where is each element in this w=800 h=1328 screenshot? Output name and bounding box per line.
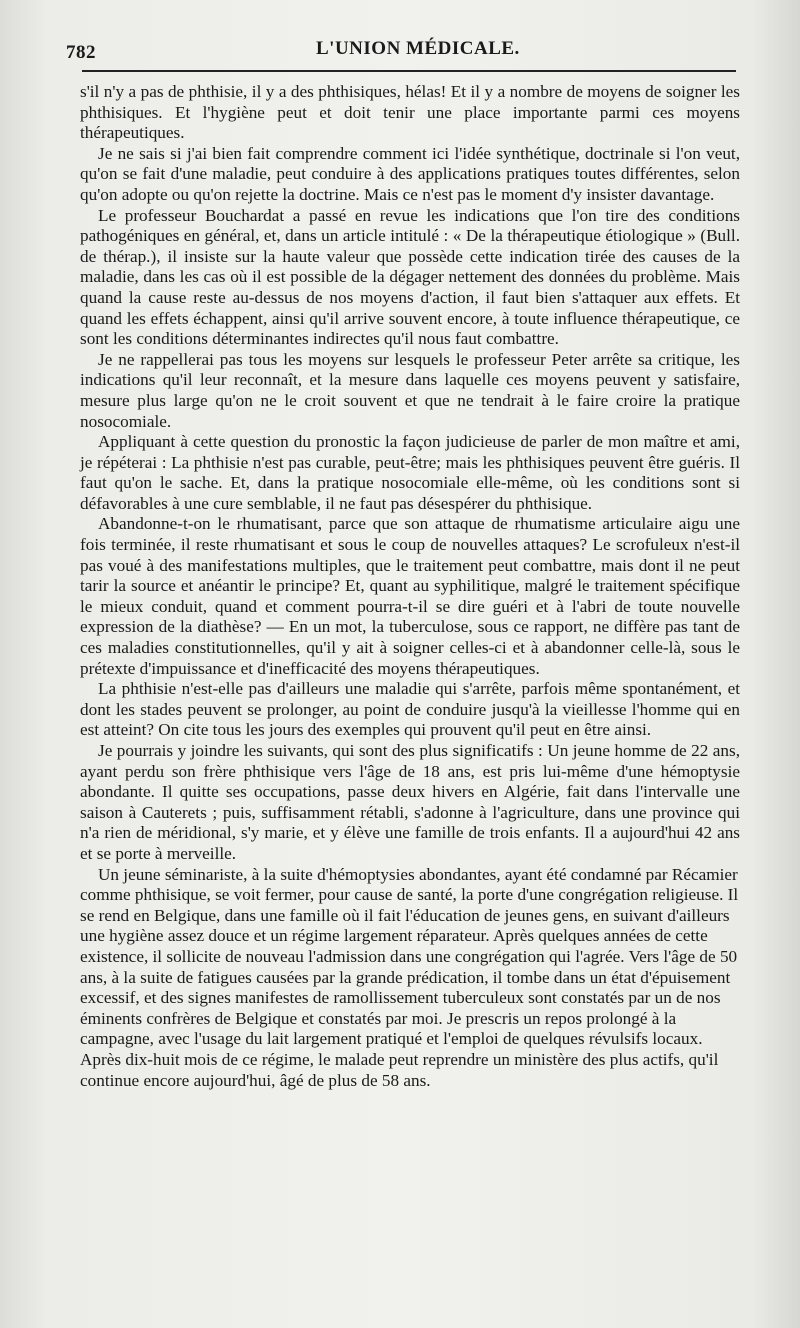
paragraph: s'il n'y a pas de phthisie, il y a des phthisiques, hélas! Et il y a nombre de moyens de soigner les phthisiques. Et l'hygiène peut et doit tenir une place importante parmi ces moyens thérapeutiques. <box>80 82 740 143</box>
paragraph: Abandonne-t-on le rhumatisant, parce que son attaque de rhumatisme articulaire aigu une fois terminée, il reste rhumatisant et sous le coup de nouvelles attaques? Le scrofuleux n'est-il pas voué à des manifestations multiples, que le traitement peut combattre, mais dont il ne peut tarir la source et anéantir le principe? Et, quant au syphilitique, malgré le traitement spécifique le mieux conduit, quand et comment pourra-t-il se dire guéri et à l'abri de toute nouvelle expression de la diathèse? — En un mot, la tuberculose, sous ce rapport, ne diffère pas tant de ces maladies constitutionnelles, qu'il y ait à soigner celles-ci et à abandonner celle-là, sous le prétexte d'impuissance et d'inefficacité des moyens thérapeutiques. <box>80 514 740 678</box>
paragraph: Un jeune séminariste, à la suite d'hémoptysies abondantes, ayant été condamné par Récamier comme phthisique, se voit fermer, pour cause de santé, la porte d'une congrégation religieuse. Il se rend en Belgique, dans une famille où il fait l'éducation de jeunes gens, en suivant d'ailleurs une hygiène assez douce et un régime largement réparateur. Après quelques années de cette existence, il sollicite de nouveau l'admission dans une congrégation qui l'agrée. Vers l'âge de 50 ans, à la suite de fatigues causées par la grande prédication, il tombe dans un état d'épuisement excessif, et des signes manifestes de ramollissement tuberculeux sont constatés par un de nos éminents confrères de Belgique et constatés par moi. Je prescris un repos prolongé à la campagne, avec l'usage du lait largement pratiqué et l'emploi de quelques révulsifs locaux. Après dix-huit mois de ce régime, le malade peut reprendre un ministère des plus actifs, qu'il continue encore aujourd'hui, âgé de plus de 58 ans. <box>80 864 739 1090</box>
paragraph: Je ne rappellerai pas tous les moyens sur lesquels le professeur Peter arrête sa critique, les indications qu'il leur reconnaît, et la mesure dans laquelle ces moyens peuvent y satisfaire, mesure plus large qu'on ne le croit souvent et que ne tendrait à le faire croire la pratique nosocomiale. <box>80 349 740 431</box>
body-text <box>80 82 740 1091</box>
paragraph: Le professeur Bouchardat a passé en revue les indications que l'on tire des conditions pathogéniques en général, et, dans un article intitulé : « De la thérapeutique étiologique » (Bull. de thérap.), il insiste sur la haute valeur que possède cette indication tirée des causes de la maladie, dans les cas où il est possible de la dégager nettement des données du problème. Mais quand la cause reste au-dessus de nos moyens d'action, il faut bien s'attaquer aux effets. Et quand les effets échappent, ainsi qu'il arrive souvent encore, à toute influence thérapeutique, ce sont les conditions déterminantes indirectes qu'il nous faut combattre. <box>80 205 740 349</box>
page-number: 782 <box>66 42 96 63</box>
page-header <box>66 36 736 70</box>
paragraph: La phthisie n'est-elle pas d'ailleurs une maladie qui s'arrête, parfois même spontanément, et dont les stades peuvent se prolonger, au point de conduire jusqu'à la vieillesse l'homme qui en est atteint? On cite tous les jours des exemples qui prouvent qu'il peut en être ainsi. <box>80 679 740 740</box>
header-rule <box>82 70 736 72</box>
running-title: L'UNION MÉDICALE. <box>316 38 520 59</box>
paragraph: Je pourrais y joindre les suivants, qui sont des plus significatifs : Un jeune homme de 22 ans, ayant perdu son frère phthisique vers l'âge de 18 ans, est pris lui-même d'une hémoptysie abondante. Il quitte ses occupations, passe deux hivers en Algérie, fait dans l'intervalle une saison à Cauterets ; puis, suffisamment rétabli, s'adonne à l'agriculture, dans une province qui n'a rien de méridional, s'y marie, et y élève une famille de trois enfants. Il a aujourd'hui 42 ans et se porte à merveille. <box>80 741 740 863</box>
paragraph: Appliquant à cette question du pronostic la façon judicieuse de parler de mon maître et ami, je répéterai : La phthisie n'est pas curable, peut-être; mais les phthisiques peuvent être guéris. Il faut qu'on le sache. Et, dans la pratique nosocomiale elle-même, où les conditions sont si défavorables à une cure semblable, il ne faut pas désespérer du phthisique. <box>80 432 740 513</box>
paragraph: Je ne sais si j'ai bien fait comprendre comment ici l'idée synthétique, doctrinale si l'on veut, qu'on se fait d'une maladie, peut conduire à des applications pratiques toutes différentes, selon qu'on adopte ou qu'on rejette la doctrine. Mais ce n'est pas le moment d'y insister davantage. <box>80 143 740 204</box>
